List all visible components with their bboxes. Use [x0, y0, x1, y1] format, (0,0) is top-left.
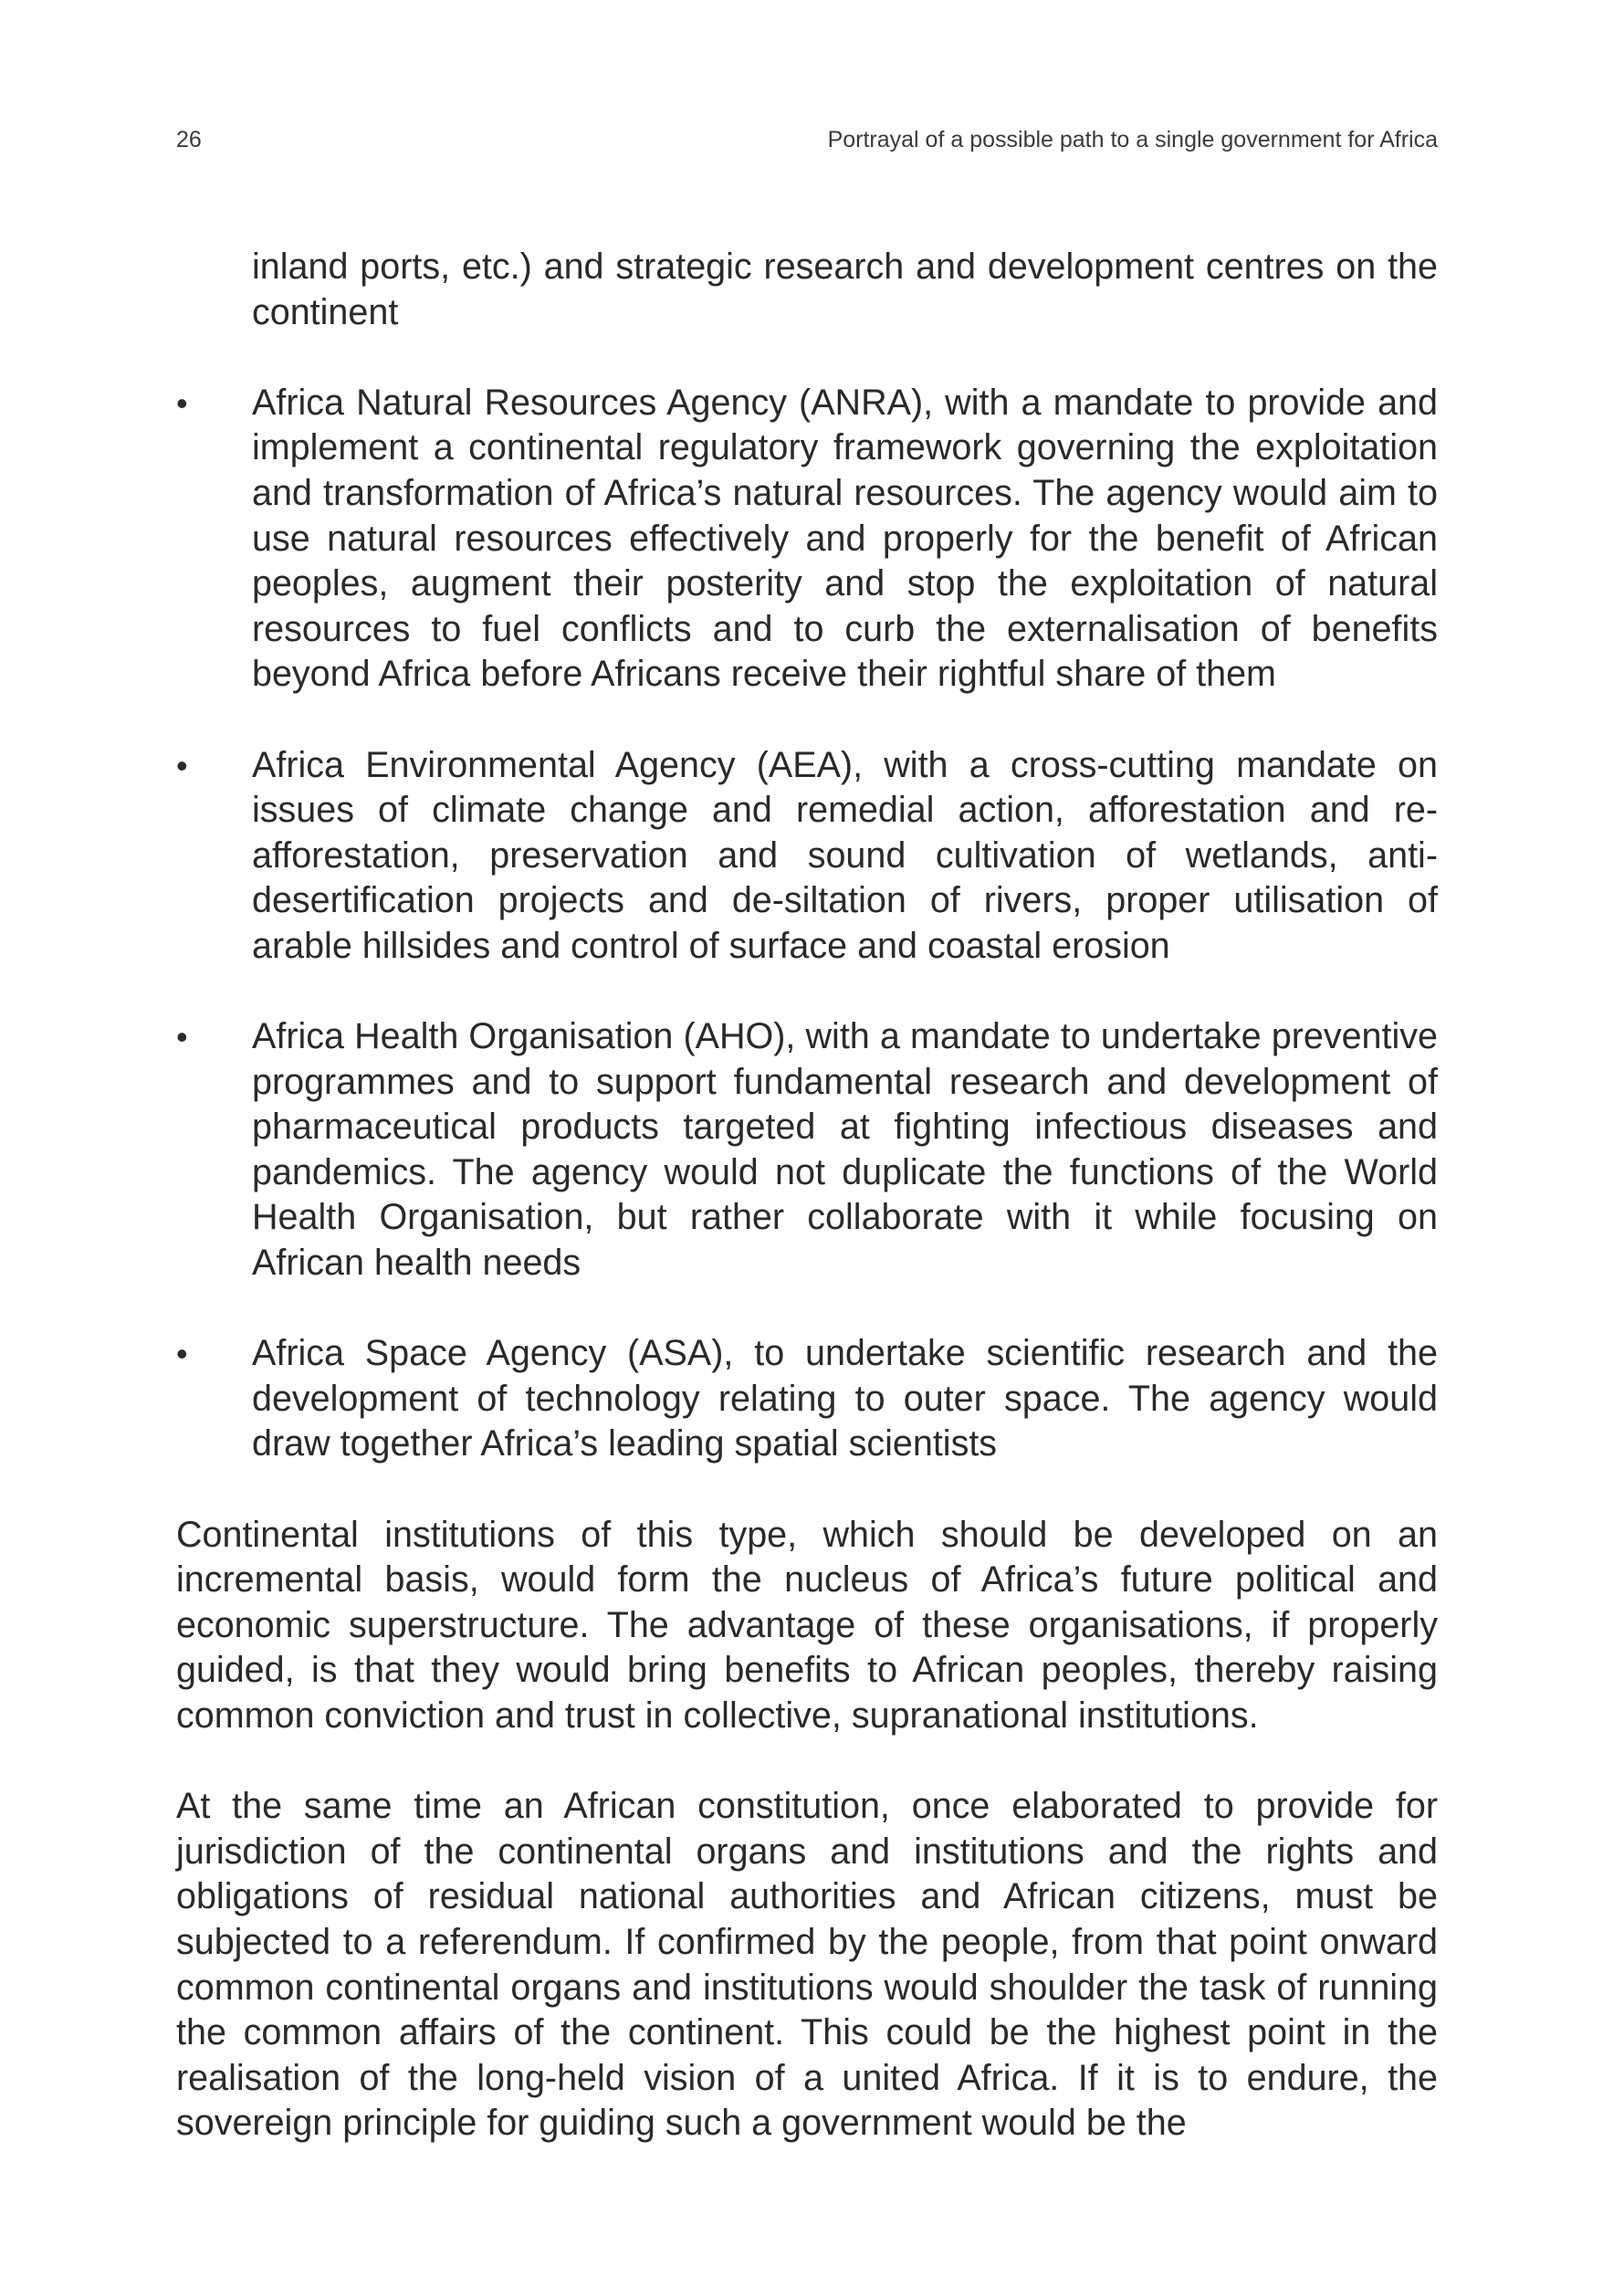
list-item-text: Africa Environmental Agency (AEA), with a cross-cutting mandate on issues of climate change and remedial action, afforestation and re-afforestation, preservation and sound cultivation of wetlands, anti-desertification projects and de-siltation of rivers, proper utilisation of arable hillsides and control of surface and coastal erosion: [252, 744, 1438, 966]
agency-list: [176, 381, 1438, 1467]
bullet-icon: •: [176, 383, 188, 422]
bullet-icon: •: [176, 1335, 188, 1373]
list-item-text: Africa Space Agency (ASA), to undertake scientific research and the development of technology relating to outer space. The agency would draw together Africa’s leading spatial scientists: [252, 1333, 1438, 1464]
bullet-icon: •: [176, 1018, 188, 1056]
list-item-text: Africa Natural Resources Agency (ANRA), with a mandate to provide and implement a continental regulatory framework governing the exploitation and transformation of Africa’s natural resources. The agency would aim to use natural resources effectively and properly for the benefit of African peoples, augment their posterity and stop the exploitation of natural resources to fuel conflicts and to curb the externalisation of benefits beyond Africa before Africans receive their rightful share of them: [252, 382, 1438, 695]
body-paragraph: Continental institutions of this type, which should be developed on an incremental basis, would form the nucleus of Africa’s future political and economic superstructure. The advantage of these organisations, if properly guided, is that they would bring benefits to African peoples, thereby raising common conviction and trust in collective, supranational institutions.: [176, 1514, 1438, 1736]
list-item: [176, 381, 1438, 698]
body-paragraph: At the same time an African constitution, once elaborated to provide for jurisdiction of the continental organs and institutions and the rights and obligations of residual national authorities and African citizens, must be subjected to a referendum. If confirmed by the people, from that point onward common continental organs and institutions would shoulder the task of running the common affairs of the continent. This could be the highest point in the realisation of the long-held vision of a united Africa. If it is to endure, the sovereign principle for guiding such a government would be the: [176, 1786, 1438, 2144]
continuation-text: inland ports, etc.) and strategic research and development centres on the continent: [252, 247, 1438, 332]
running-title: Portrayal of a possible path to a single government for Africa: [827, 127, 1438, 152]
list-item-text: Africa Health Organisation (AHO), with a mandate to undertake preventive programmes and to support fundamental research and development of pharmaceutical products targeted at fighting infectious diseases and pandemics. The agency would not duplicate the functions of the World Health Organisation, but rather collaborate with it while focusing on African health needs: [252, 1016, 1438, 1284]
running-head: [176, 121, 1438, 158]
page-number: 26: [176, 127, 202, 152]
list-item: [176, 1014, 1438, 1286]
list-item: [176, 743, 1438, 970]
text-body: [176, 245, 1438, 2192]
bullet-icon: •: [176, 746, 188, 784]
list-item: [176, 1331, 1438, 1467]
